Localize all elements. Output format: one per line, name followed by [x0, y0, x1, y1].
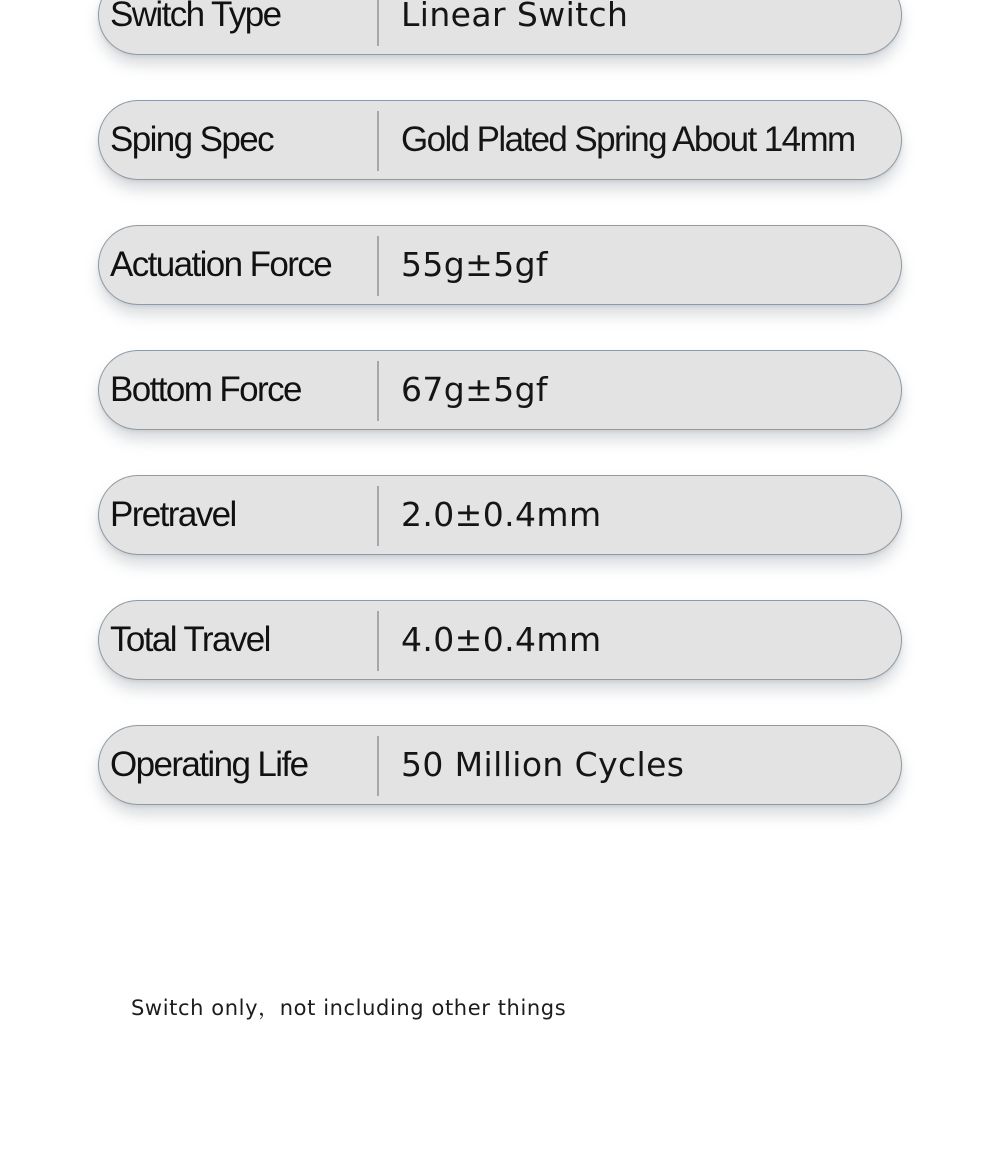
spec-value: 55g±5gf: [401, 245, 548, 284]
spec-value: Linear Switch: [401, 0, 629, 34]
spec-value: Gold Plated Spring About 14mm: [401, 120, 855, 159]
spec-divider: [377, 486, 379, 546]
spec-divider: [377, 236, 379, 296]
spec-label: Sping Spec: [110, 120, 274, 159]
spec-row-spring-spec: [98, 100, 902, 180]
spec-label: Actuation Force: [110, 245, 332, 284]
spec-row-switch-type: [98, 0, 902, 55]
spec-label: Total Travel: [110, 620, 270, 659]
spec-row-pretravel: [98, 475, 902, 555]
spec-value: 67g±5gf: [401, 370, 548, 409]
spec-divider: [377, 0, 379, 46]
spec-value: 2.0±0.4mm: [401, 495, 602, 534]
spec-row-actuation-force: [98, 225, 902, 305]
spec-divider: [377, 111, 379, 171]
spec-row-bottom-force: [98, 350, 902, 430]
spec-value: 50 Million Cycles: [401, 745, 685, 784]
spec-label: Operating Life: [110, 745, 308, 784]
spec-divider: [377, 361, 379, 421]
spec-divider: [377, 736, 379, 796]
spec-row-operating-life: [98, 725, 902, 805]
spec-divider: [377, 611, 379, 671]
spec-label: Bottom Force: [110, 370, 301, 409]
spec-value: 4.0±0.4mm: [401, 620, 602, 659]
package-note: Switch only，not including other things: [131, 996, 567, 1020]
spec-label: Pretravel: [110, 495, 236, 534]
spec-label: Switch Type: [110, 0, 281, 34]
spec-row-total-travel: [98, 600, 902, 680]
